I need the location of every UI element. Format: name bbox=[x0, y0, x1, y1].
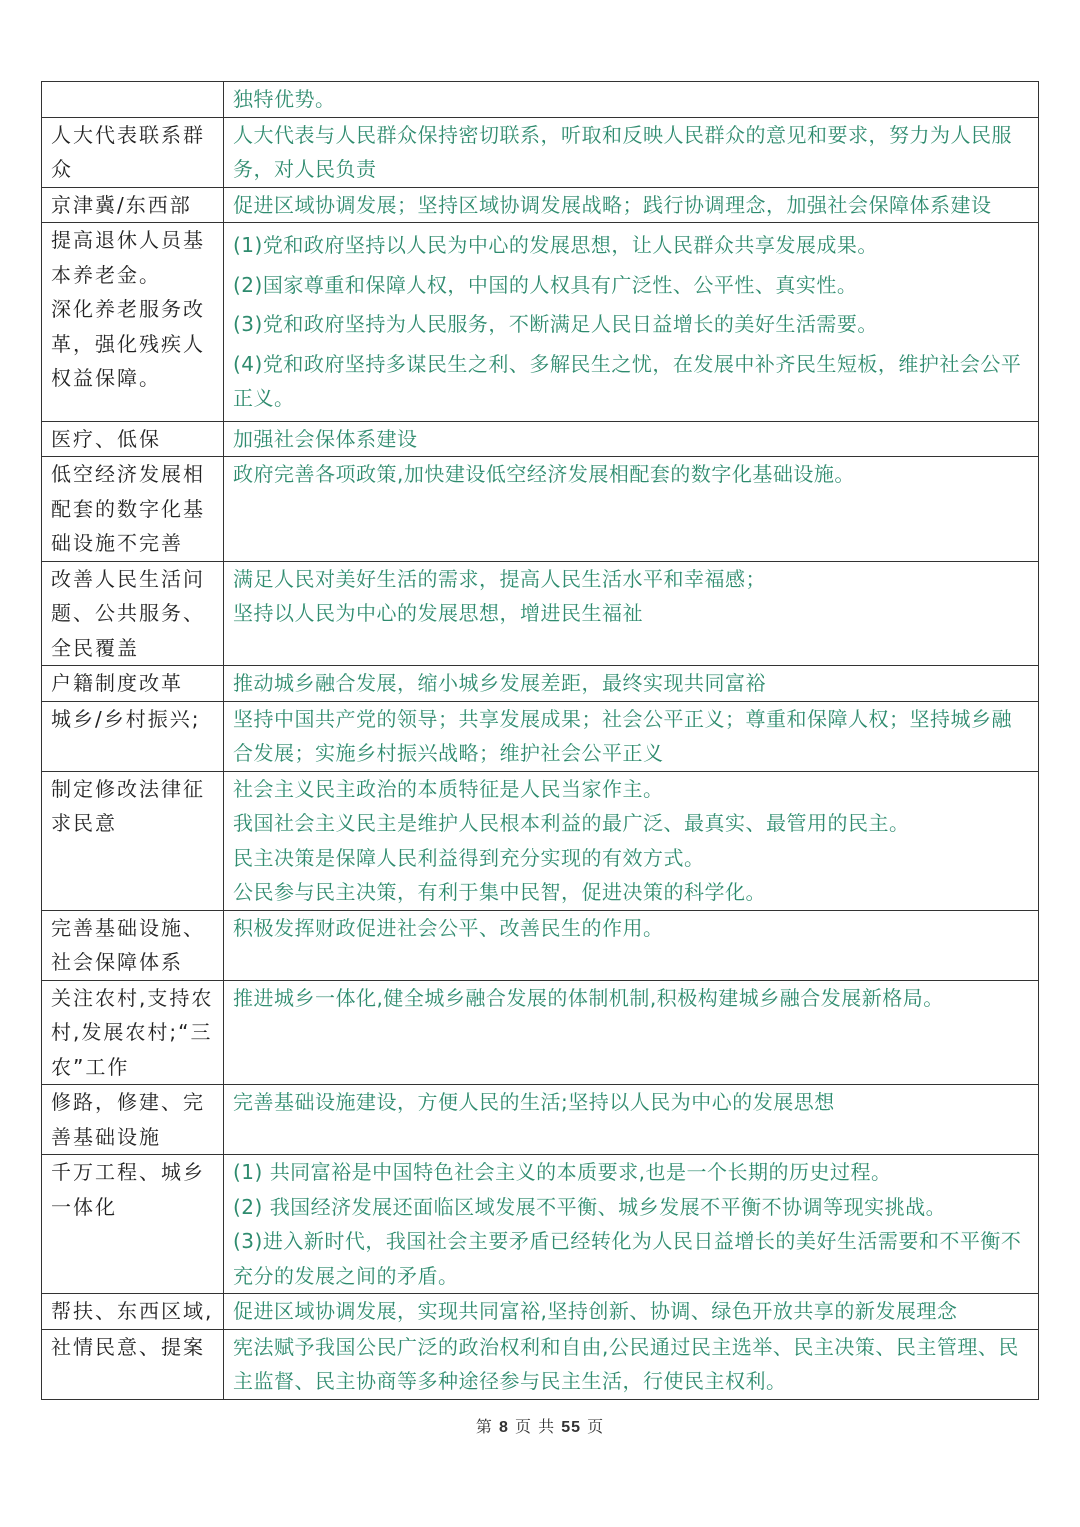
row-content-paragraph: 坚持中国共产党的领导；共享发展成果；社会公平正义；尊重和保障人权；坚持城乡融合发展；实施乡村振兴战略；维护社会公平正义 bbox=[233, 706, 1012, 765]
table-row bbox=[42, 1329, 1039, 1399]
table-row bbox=[42, 223, 1039, 422]
row-content-paragraph: 推动城乡融合发展，缩小城乡发展差距，最终实现共同富裕 bbox=[233, 671, 766, 695]
footer-mid: 页 共 bbox=[515, 1417, 556, 1436]
footer-page-number: 8 bbox=[499, 1419, 509, 1436]
table-row bbox=[42, 1155, 1039, 1294]
row-content-paragraph: (1) 共同富裕是中国特色社会主义的本质要求,也是一个长期的历史过程。 bbox=[233, 1160, 892, 1184]
row-content-cell bbox=[224, 1155, 1039, 1294]
row-content-paragraph: 宪法赋予我国公民广泛的政治权利和自由,公民通过民主选举、民主决策、民主管理、民主监督、民主协商等多种途径参与民主生活，行使民主权利。 bbox=[233, 1334, 1019, 1393]
row-topic-cell bbox=[42, 1155, 224, 1294]
row-content-paragraph: 社会主义民主政治的本质特征是人民当家作主。 bbox=[233, 776, 664, 801]
row-content-paragraph: 完善基础设施建设，方便人民的生活;坚持以人民为中心的发展思想 bbox=[233, 1090, 835, 1114]
row-topic: 低空经济发展相配套的数字化基础设施不完善 bbox=[51, 462, 205, 555]
table-row bbox=[42, 1085, 1039, 1155]
row-topic-cell bbox=[42, 561, 224, 666]
table-row bbox=[42, 561, 1039, 666]
row-content-paragraph: 坚持以人民为中心的发展思想，增进民生福祉 bbox=[233, 601, 643, 625]
row-content-paragraph: 促进区域协调发展；坚持区域协调发展战略；践行协调理念，加强社会保障体系建设 bbox=[233, 192, 992, 217]
table-body bbox=[42, 82, 1039, 1400]
row-topic-cell bbox=[42, 1329, 224, 1399]
row-topic: 医疗、低保 bbox=[51, 426, 161, 451]
table-row bbox=[42, 421, 1039, 457]
row-content-paragraph: (4)党和政府坚持多谋民生之利、多解民生之忧，在发展中补齐民生短板，维护社会公平正义。 bbox=[233, 351, 1022, 410]
row-content-paragraph: 满足人民对美好生活的需求，提高人民生活水平和幸福感； bbox=[233, 566, 766, 591]
footer-suffix: 页 bbox=[587, 1417, 605, 1436]
row-content-cell bbox=[224, 771, 1039, 910]
table-row bbox=[42, 701, 1039, 771]
row-content-paragraph: (3)党和政府坚持为人民服务，不断满足人民日益增长的美好生活需要。 bbox=[233, 312, 878, 336]
page-footer bbox=[0, 1414, 1080, 1437]
row-content-cell bbox=[224, 561, 1039, 666]
row-topic-cell bbox=[42, 117, 224, 187]
row-content-cell bbox=[224, 1294, 1039, 1330]
row-content-cell bbox=[224, 117, 1039, 187]
table-row bbox=[42, 187, 1039, 223]
row-topic-cell bbox=[42, 701, 224, 771]
row-topic: 社情民意、提案 bbox=[51, 1334, 205, 1359]
row-topic: 户籍制度改革 bbox=[51, 671, 183, 695]
row-topic: 千万工程、城乡一体化 bbox=[51, 1160, 205, 1219]
footer-prefix: 第 bbox=[475, 1417, 493, 1436]
row-topic: 京津冀/东西部 bbox=[51, 192, 192, 217]
row-topic-cell bbox=[42, 1085, 224, 1155]
table-row bbox=[42, 457, 1039, 562]
row-topic-cell bbox=[42, 457, 224, 562]
row-content-paragraph: 积极发挥财政促进社会公平、改善民生的作用。 bbox=[233, 915, 664, 940]
table-row bbox=[42, 1294, 1039, 1330]
row-topic-cell bbox=[42, 223, 224, 422]
table-row bbox=[42, 82, 1039, 118]
table-row bbox=[42, 980, 1039, 1085]
row-content-paragraph: (3)进入新时代，我国社会主要矛盾已经转化为人民日益增长的美好生活需要和不平衡不充分的发展之间的矛盾。 bbox=[233, 1229, 1022, 1288]
row-topic-cell bbox=[42, 421, 224, 457]
row-topic: 人大代表联系群众 bbox=[51, 122, 205, 181]
row-content-paragraph: (1)党和政府坚持以人民为中心的发展思想，让人民群众共享发展成果。 bbox=[233, 233, 878, 257]
row-content-cell bbox=[224, 421, 1039, 457]
row-content-cell bbox=[224, 701, 1039, 771]
row-content-paragraph: (2) 我国经济发展还面临区域发展不平衡、城乡发展不平衡不协调等现实挑战。 bbox=[233, 1194, 947, 1219]
row-content-paragraph: 政府完善各项政策,加快建设低空经济发展相配套的数字化基础设施。 bbox=[233, 462, 855, 486]
row-topic: 关注农村,支持农村,发展农村;“三农”工作 bbox=[51, 985, 214, 1079]
table-row bbox=[42, 117, 1039, 187]
row-topic: 深化养老服务改革，强化残疾人权益保障。 bbox=[51, 297, 205, 390]
table-row bbox=[42, 910, 1039, 980]
table-row bbox=[42, 666, 1039, 702]
row-content-paragraph: (2)国家尊重和保障人权，中国的人权具有广泛性、公平性、真实性。 bbox=[233, 272, 858, 297]
row-content-cell bbox=[224, 223, 1039, 422]
row-content-paragraph: 推进城乡一体化,健全城乡融合发展的体制机制,积极构建城乡融合发展新格局。 bbox=[233, 985, 944, 1010]
row-topic-cell bbox=[42, 187, 224, 223]
row-topic-cell bbox=[42, 82, 224, 118]
row-topic: 改善人民生活问题、公共服务、全民覆盖 bbox=[51, 566, 205, 660]
row-topic-cell bbox=[42, 666, 224, 702]
row-topic: 修路，修建、完善基础设施 bbox=[51, 1090, 205, 1149]
row-content-paragraph: 民主决策是保障人民利益得到充分实现的有效方式。 bbox=[233, 845, 705, 870]
row-content-paragraph: 人大代表与人民群众保持密切联系，听取和反映人民群众的意见和要求，努力为人民服务，对人民负责 bbox=[233, 122, 1012, 181]
row-topic: 提高退休人员基本养老金。 bbox=[51, 228, 205, 287]
row-topic-cell bbox=[42, 910, 224, 980]
row-content-cell bbox=[224, 457, 1039, 562]
row-content-paragraph: 公民参与民主决策，有利于集中民智，促进决策的科学化。 bbox=[233, 880, 766, 904]
row-content-cell bbox=[224, 1329, 1039, 1399]
row-content-cell bbox=[224, 1085, 1039, 1155]
row-content-cell bbox=[224, 910, 1039, 980]
row-content-paragraph: 独特优势。 bbox=[233, 87, 336, 111]
row-content-paragraph: 我国社会主义民主是维护人民根本利益的最广泛、最真实、最管用的民主。 bbox=[233, 811, 910, 835]
row-topic: 制定修改法律征求民意 bbox=[51, 776, 205, 835]
row-topic-cell bbox=[42, 771, 224, 910]
row-topic: 完善基础设施、社会保障体系 bbox=[51, 915, 205, 974]
row-content-cell bbox=[224, 980, 1039, 1085]
content-table bbox=[41, 81, 1039, 1400]
table-row bbox=[42, 771, 1039, 910]
row-content-cell bbox=[224, 666, 1039, 702]
footer-total-pages: 55 bbox=[561, 1419, 581, 1436]
row-content-cell bbox=[224, 187, 1039, 223]
row-content-paragraph: 促进区域协调发展，实现共同富裕,坚持创新、协调、绿色开放共享的新发展理念 bbox=[233, 1299, 958, 1323]
row-topic: 帮扶、东西区域, bbox=[51, 1299, 214, 1323]
row-topic-cell bbox=[42, 980, 224, 1085]
row-topic: 城乡/乡村振兴; bbox=[51, 706, 201, 731]
row-content-paragraph: 加强社会保体系建设 bbox=[233, 426, 418, 451]
row-topic-cell bbox=[42, 1294, 224, 1330]
row-content-cell bbox=[224, 82, 1039, 118]
